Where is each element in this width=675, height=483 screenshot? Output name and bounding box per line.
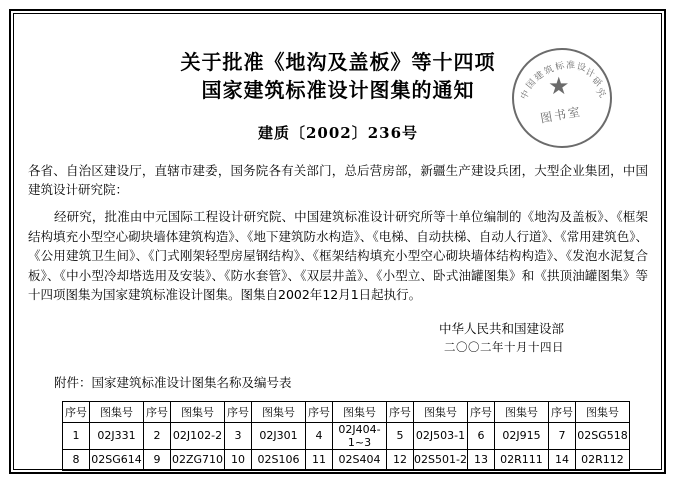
seal-arc-char: 准 bbox=[565, 60, 576, 72]
cell-code: 02J102-2 bbox=[171, 422, 225, 449]
title-line-2: 国家建筑标准设计图集的通知 bbox=[201, 78, 475, 102]
cell-code: 02J404-1~3 bbox=[333, 422, 387, 449]
cell-code: 02S106 bbox=[252, 449, 306, 470]
attachment-title: 附件：国家建筑标准设计图集名称及编号表 bbox=[54, 374, 292, 390]
cell-code: 02J301 bbox=[252, 422, 306, 449]
table-row bbox=[63, 422, 630, 449]
header-index: 序号 bbox=[468, 401, 495, 422]
header-index: 序号 bbox=[225, 401, 252, 422]
document-content bbox=[28, 26, 648, 466]
cell-code: 02SG518 bbox=[576, 422, 630, 449]
seal-arc-char: 中 bbox=[519, 88, 533, 102]
header-index: 序号 bbox=[63, 401, 90, 422]
signature-organization: 中华人民共和国建设部 bbox=[438, 320, 564, 336]
cell-index: 8 bbox=[63, 449, 90, 470]
header-code: 图集号 bbox=[576, 401, 630, 422]
seal-bottom-text: 图书室 bbox=[539, 104, 583, 126]
body-paragraph: 经研究，批准由中元国际工程设计研究院、中国建筑标准设计研究所等十单位编制的《地沟及盖板》、《框架结构填充小型空心砌块墙体建筑构造》、《地下建筑防水构造》、《电梯、自动扶梯、自动人行道》、《常用建筑色》、《公用建筑卫生间》、《门式刚架轻型房屋钢结构》、《框架结构填充小型空心砌块墙体结构构造》、《发泡水泥复合板》、《中小型冷却塔选用及安装》、《防水套管》、《双层井盖》、《小型立、卧式油罐图集》和《拱顶油罐图集》等十四项图集为国家建筑标准设计图集。图集自2002年12月1日起执行。 bbox=[28, 209, 648, 302]
cell-index: 2 bbox=[144, 422, 171, 449]
cell-index: 14 bbox=[549, 449, 576, 470]
signature-date: 二〇〇二年十月十四日 bbox=[444, 339, 564, 354]
seal-arc-char: 筑 bbox=[542, 64, 556, 78]
table-row bbox=[63, 449, 630, 470]
salutation-text: 各省、自治区建设厅，直辖市建委，国务院各有关部门，总后营房部，新疆生产建设兵团，大型企业集团，中国建筑设计研究院： bbox=[28, 163, 648, 197]
header-code: 图集号 bbox=[414, 401, 468, 422]
cell-code: 02S501-2 bbox=[414, 449, 468, 470]
cell-code: 02R111 bbox=[495, 449, 549, 470]
seal-arc-char: 究 bbox=[593, 86, 607, 100]
cell-index: 7 bbox=[549, 422, 576, 449]
header-code: 图集号 bbox=[495, 401, 549, 422]
seal-arc-char: 国 bbox=[524, 77, 539, 92]
cell-index: 13 bbox=[468, 449, 495, 470]
header-index: 序号 bbox=[306, 401, 333, 422]
header-index: 序号 bbox=[549, 401, 576, 422]
seal-arc-char: 研 bbox=[589, 75, 604, 90]
cell-index: 1 bbox=[63, 422, 90, 449]
seal-arc-char: 计 bbox=[583, 67, 597, 81]
title-line-1: 关于批准《地沟及盖板》等十四项 bbox=[180, 50, 496, 74]
header-index: 序号 bbox=[144, 401, 171, 422]
header-code: 图集号 bbox=[252, 401, 306, 422]
cell-index: 5 bbox=[387, 422, 414, 449]
cell-index: 11 bbox=[306, 449, 333, 470]
cell-code: 02ZG710 bbox=[171, 449, 225, 470]
signature-block bbox=[28, 319, 648, 357]
header-code: 图集号 bbox=[90, 401, 144, 422]
atlas-code-table bbox=[62, 401, 630, 471]
cell-index: 12 bbox=[387, 449, 414, 470]
seal-arc-char: 标 bbox=[554, 61, 566, 73]
table-row-header-1 bbox=[63, 401, 630, 422]
header-code: 图集号 bbox=[171, 401, 225, 422]
cell-code: 02J331 bbox=[90, 422, 144, 449]
cell-index: 6 bbox=[468, 422, 495, 449]
seal-arc-char: 建 bbox=[532, 69, 547, 84]
cell-index: 3 bbox=[225, 422, 252, 449]
document-title bbox=[28, 48, 648, 104]
document-number: 建质〔2002〕236号 bbox=[257, 124, 419, 142]
cell-code: 02J503-1 bbox=[414, 422, 468, 449]
seal-star-icon: ★ bbox=[548, 72, 570, 100]
header-index: 序号 bbox=[387, 401, 414, 422]
cell-index: 4 bbox=[306, 422, 333, 449]
seal-arc-char: 设 bbox=[575, 62, 587, 74]
cell-code: 02R112 bbox=[576, 449, 630, 470]
header-code: 图集号 bbox=[333, 401, 387, 422]
cell-index: 9 bbox=[144, 449, 171, 470]
cell-code: 02J915 bbox=[495, 422, 549, 449]
cell-code: 02SG614 bbox=[90, 449, 144, 470]
cell-index: 10 bbox=[225, 449, 252, 470]
cell-code: 02S404 bbox=[333, 449, 387, 470]
